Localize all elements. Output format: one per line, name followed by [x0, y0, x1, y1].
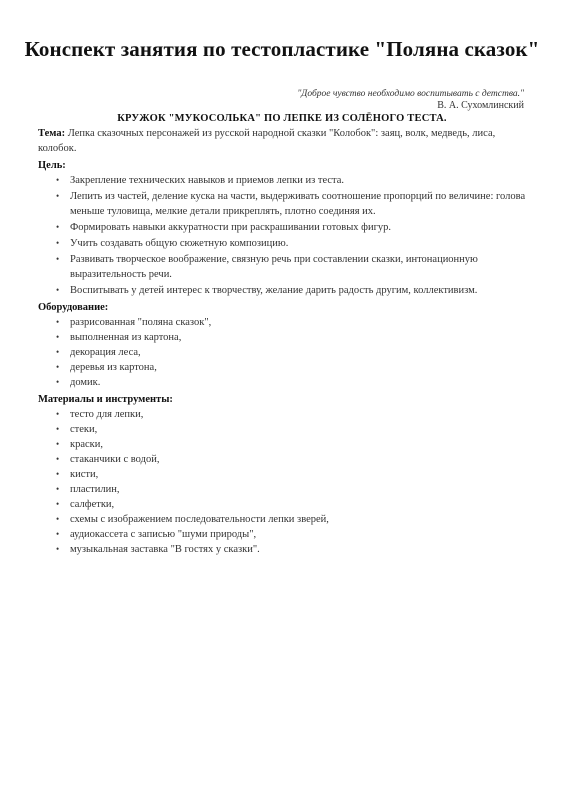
list-item: • стеки,: [56, 422, 530, 437]
equipment-heading: Оборудование:: [38, 302, 109, 313]
list-item: • Закрепление технических навыков и приемов лепки из теста.: [56, 173, 530, 188]
list-item: • деревья из картона,: [56, 360, 530, 375]
equipment-list: [38, 315, 530, 390]
list-item: • салфетки,: [56, 497, 530, 512]
epigraph-author: В. А. Сухомлинский: [437, 100, 524, 111]
document-body: [38, 126, 530, 557]
epigraph: [297, 88, 524, 112]
list-item: • Формировать навыки аккуратности при раскрашивании готовых фигур.: [56, 220, 530, 235]
list-item: • краски,: [56, 437, 530, 452]
list-item: • разрисованная "поляна сказок",: [56, 315, 530, 330]
list-item: • пластилин,: [56, 482, 530, 497]
list-item: • выполненная из картона,: [56, 330, 530, 345]
club-heading: КРУЖОК "МУКОСОЛЬКА" ПО ЛЕПКЕ ИЗ СОЛЁНОГО ТЕСТА.: [117, 113, 447, 124]
list-item: • тесто для лепки,: [56, 407, 530, 422]
epigraph-quote: "Доброе чувство необходимо воспитывать с детства.": [297, 89, 524, 99]
goals-list: [38, 173, 530, 298]
goals-heading: Цель:: [38, 160, 66, 171]
list-item: • Воспитывать у детей интерес к творчеству, желание дарить радость другим, коллективизм.: [56, 283, 530, 298]
materials-list: [38, 407, 530, 557]
list-item: • декорация леса,: [56, 345, 530, 360]
list-item: • музыкальная заставка "В гостях у сказки".: [56, 542, 530, 557]
list-item: • домик.: [56, 375, 530, 390]
topic-paragraph: [38, 126, 530, 156]
list-item: • аудиокассета с записью "шуми природы",: [56, 527, 530, 542]
list-item: • Развивать творческое воображение, связную речь при составлении сказки, интонационную выразительность речи.: [56, 252, 530, 282]
list-item: • схемы с изображением последовательности лепки зверей,: [56, 512, 530, 527]
topic-label: Тема:: [38, 128, 66, 139]
topic-text: Лепка сказочных персонажей из русской народной сказки "Колобок": заяц, волк, медведь, лиса, колобок.: [38, 128, 496, 154]
document-title: Конспект занятия по тестопластике "Поляна сказок": [24, 37, 540, 61]
list-item: • Лепить из частей, деление куска на части, выдерживать соотношение пропорций по величине: голова меньше туловища, мелкие детали прикреплять, плотно соединяя их.: [56, 189, 530, 219]
list-item: • Учить создавать общую сюжетную композицию.: [56, 236, 530, 251]
list-item: • стаканчики с водой,: [56, 452, 530, 467]
materials-heading: Материалы и инструменты:: [38, 394, 173, 405]
list-item: • кисти,: [56, 467, 530, 482]
